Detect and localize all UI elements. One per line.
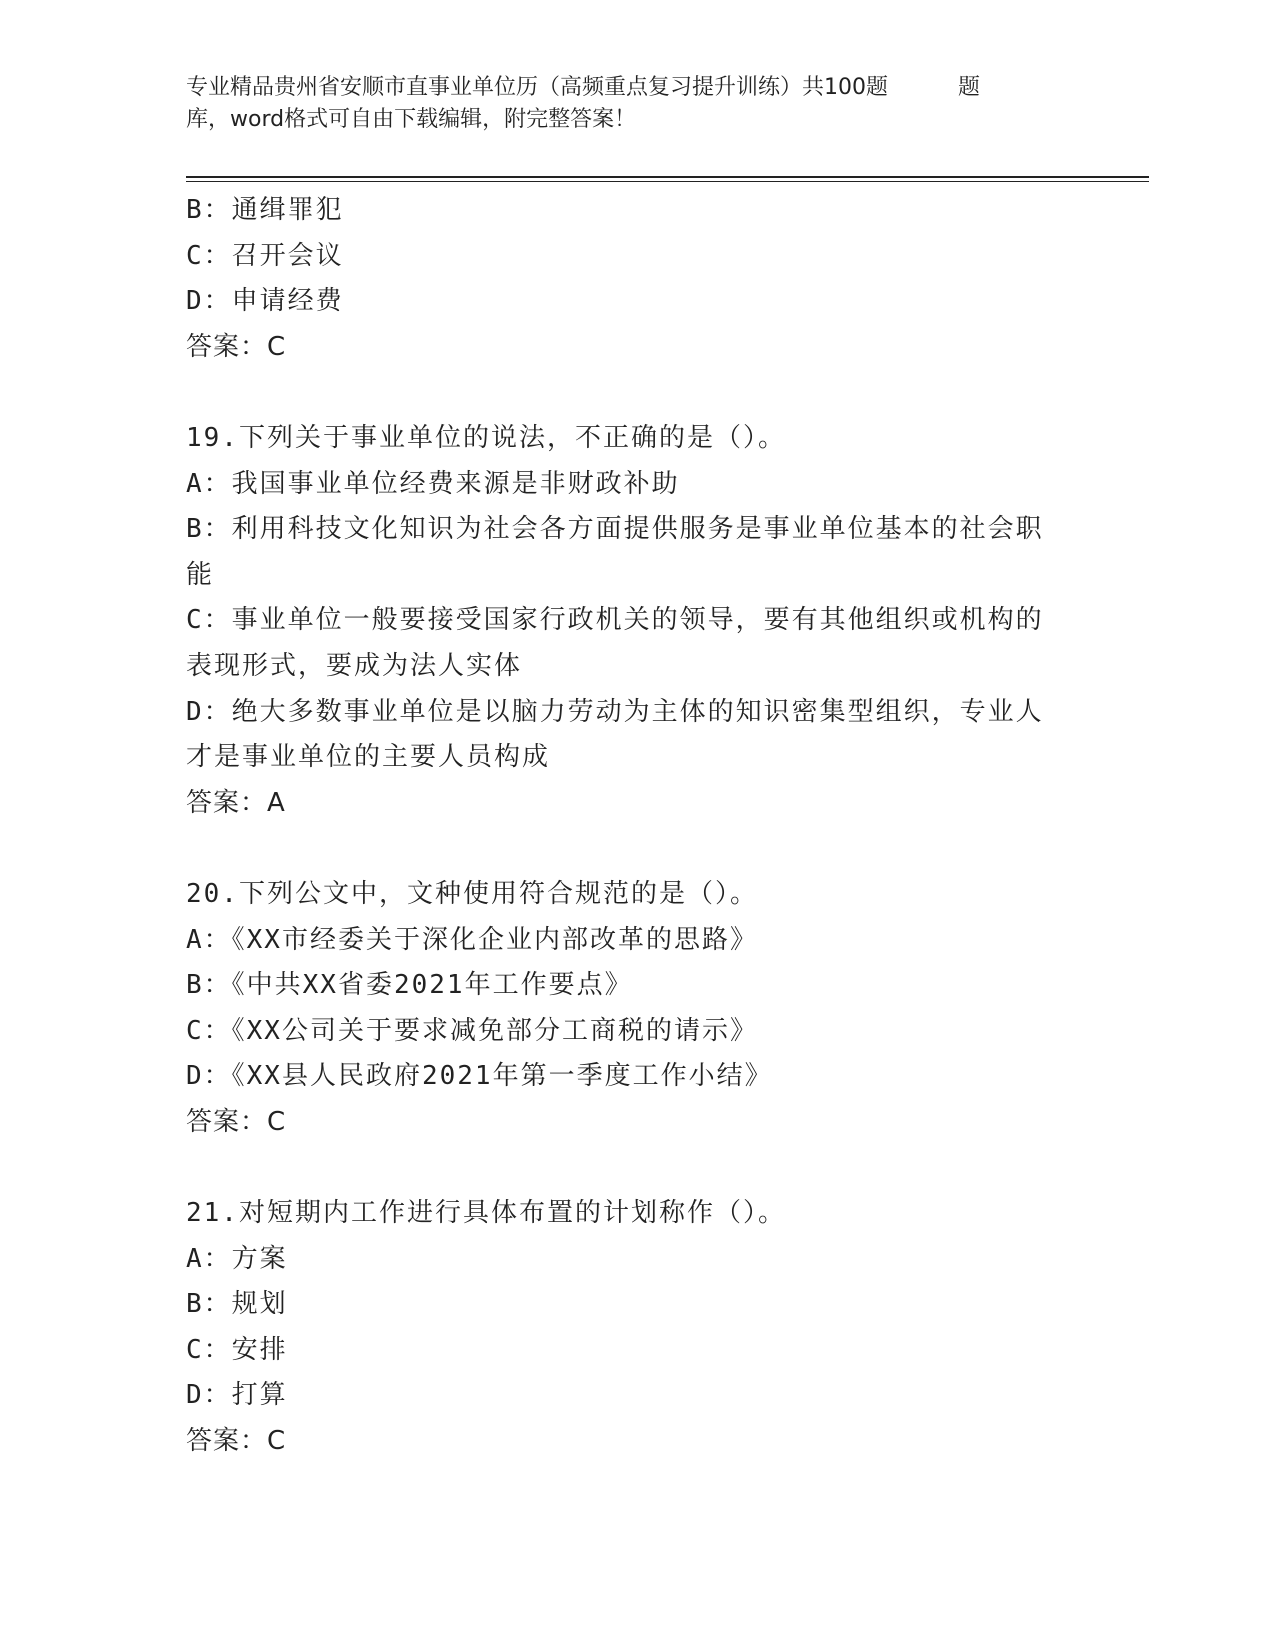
answer: 答案：A	[186, 787, 286, 818]
option-c: C：事业单位一般要接受国家行政机关的领导，要有其他组织或机构的	[186, 605, 1044, 636]
option-b: B：通缉罪犯	[186, 195, 344, 225]
option-a: A：我国事业单位经费来源是非财政补助	[186, 468, 680, 499]
question-stem: 19.下列关于事业单位的说法，不正确的是（）。	[186, 422, 786, 453]
option-c-continued: 表现形式，要成为法人实体	[186, 650, 523, 681]
header-line-1	[186, 72, 1086, 104]
option-b-continued: 能	[186, 559, 215, 590]
option-a: A：方案	[186, 1243, 288, 1274]
page-header	[186, 72, 1086, 136]
option-d: D：打算	[186, 1380, 288, 1411]
option-d: D：申请经费	[186, 286, 344, 317]
question-stem: 20.下列公文中，文种使用符合规范的是（）。	[186, 878, 758, 909]
header-divider-thin	[186, 181, 1149, 182]
option-b: B：规划	[186, 1289, 288, 1320]
answer: 答案：C	[186, 1106, 287, 1137]
option-c: C：安排	[186, 1334, 288, 1365]
header-title-tail: 题	[958, 75, 981, 100]
option-b: B：《中共XX省委2021年工作要点》	[186, 970, 633, 1001]
option-b: B：利用科技文化知识为社会各方面提供服务是事业单位基本的社会职	[186, 514, 1044, 545]
header-title: 专业精品贵州省安顺市直事业单位历（高频重点复习提升训练）共100题	[186, 75, 888, 100]
answer: 答案：C	[186, 331, 287, 362]
option-c: C：《XX公司关于要求减免部分工商税的请示》	[186, 1015, 758, 1046]
header-divider-thick	[186, 176, 1149, 178]
option-d: D：绝大多数事业单位是以脑力劳动为主体的知识密集型组织，专业人	[186, 696, 1044, 727]
option-d-continued: 才是事业单位的主要人员构成	[186, 742, 551, 773]
option-c: C：召开会议	[186, 240, 344, 271]
option-d: D：《XX县人民政府2021年第一季度工作小结》	[186, 1061, 773, 1092]
answer: 答案：C	[186, 1426, 287, 1457]
question-stem: 21.对短期内工作进行具体布置的计划称作（）。	[186, 1198, 786, 1229]
document-body	[186, 188, 1086, 1465]
header-line-2: 库，word格式可自由下载编辑，附完整答案！	[186, 107, 637, 132]
option-a: A：《XX市经委关于深化企业内部改革的思路》	[186, 924, 758, 955]
